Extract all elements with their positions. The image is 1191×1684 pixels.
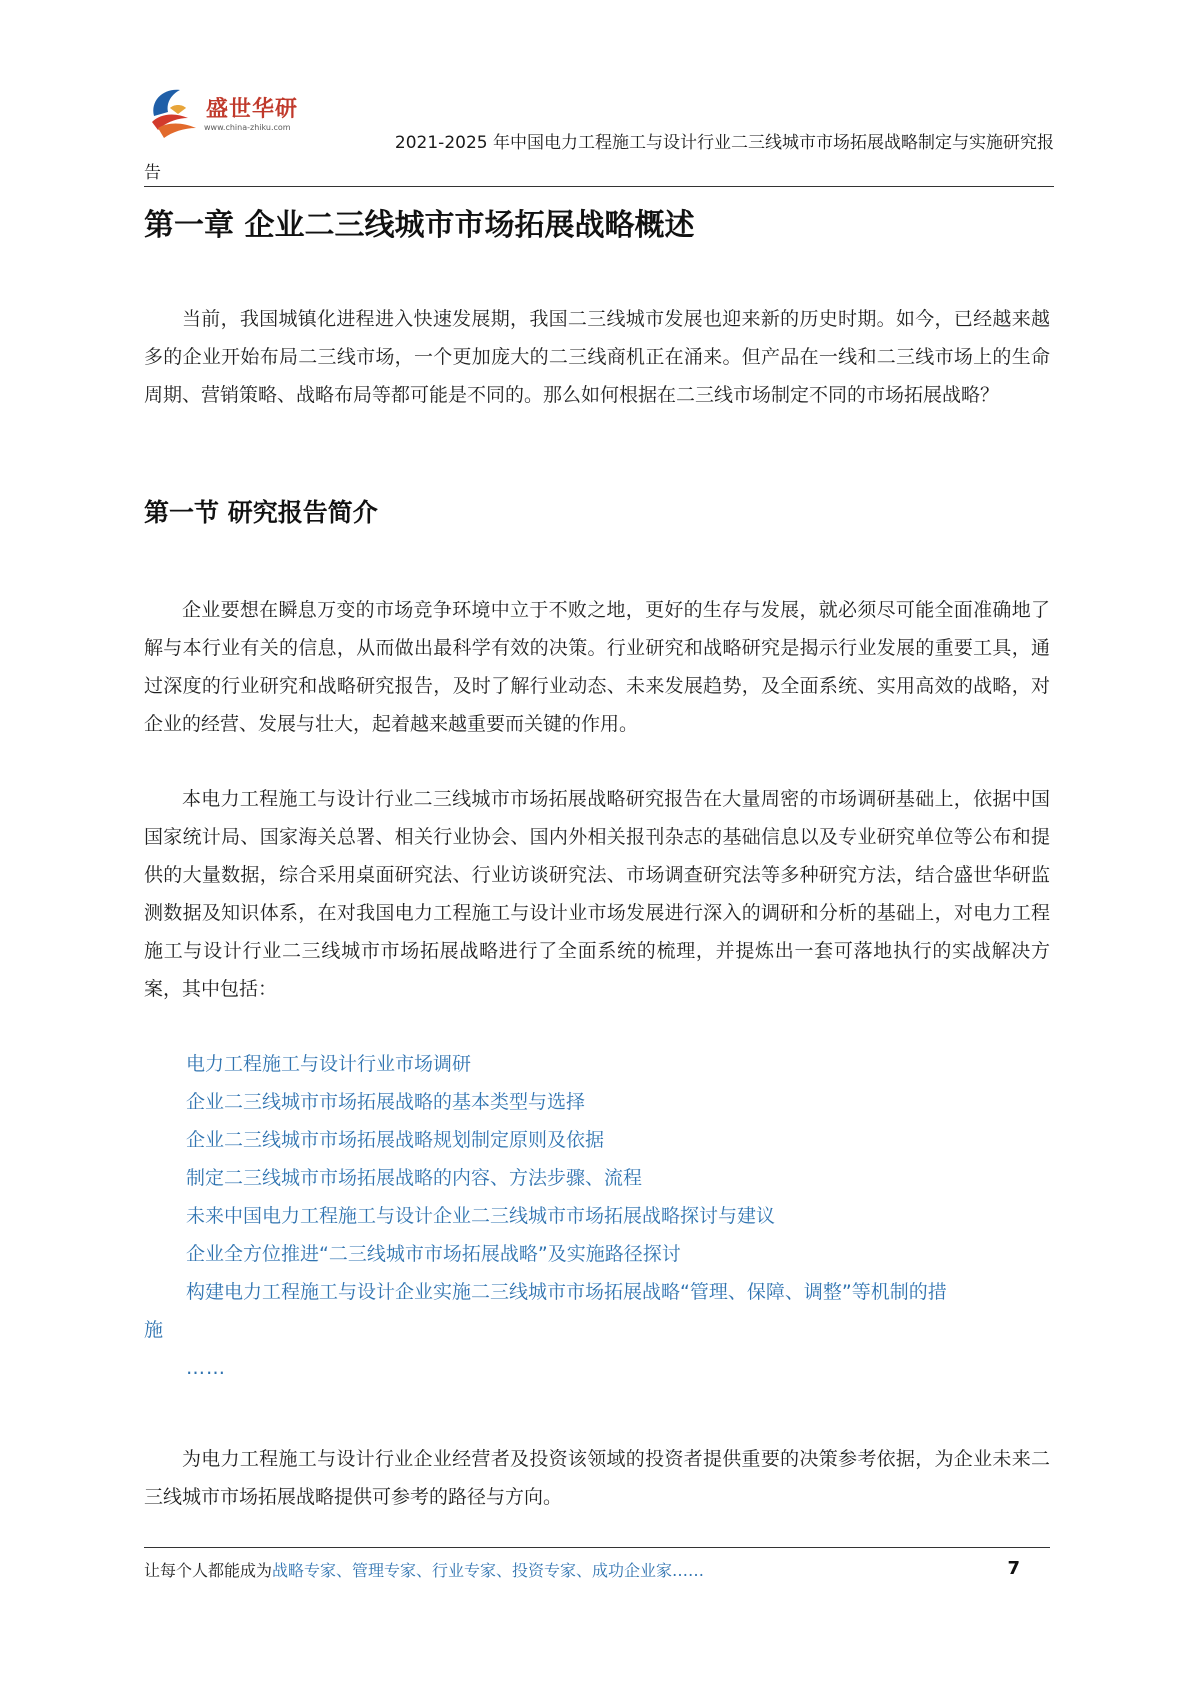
section-paragraph-1: 企业要想在瞬息万变的市场竞争环境中立于不败之地，更好的生存与发展，就必须尽可能全面准确地了解与本行业有关的信息，从而做出最科学有效的决策。行业研究和战略研究是揭示行业发展的重要工具，通过深度的行业研究和战略研究报告，及时了解行业动态、未来发展趋势，及全面系统、实用高效的战略，对企业的经营、发展与壮大，起着越来越重要而关键的作用。 <box>144 599 1050 735</box>
footer-divider <box>144 1547 1050 1548</box>
footer-slogan-roles: 战略专家、管理专家、行业专家、投资专家、成功企业家…… <box>272 1561 705 1580</box>
closing-paragraph: 为电力工程施工与设计行业企业经营者及投资该领域的投资者提供重要的决策参考依据，为企业未来二三线城市市场拓展战略提供可参考的路径与方向。 <box>144 1448 1050 1508</box>
chapter-intro-paragraph: 当前，我国城镇化进程进入快速发展期，我国二三线城市发展也迎来新的历史时期。如今，已经越来越多的企业开始布局二三线市场，一个更加庞大的二三线商机正在涌来。但产品在一线和二三线市场上的生命周期、营销策略、战略布局等都可能是不同的。那么如何根据在二三线市场制定不同的市场拓展战略？ <box>144 308 1050 406</box>
page-footer <box>144 1558 1050 1588</box>
contents-link[interactable]: 企业二三线城市市场拓展战略的基本类型与选择 <box>186 1091 586 1113</box>
page-header <box>144 78 1054 190</box>
contents-link[interactable]: 未来中国电力工程施工与设计企业二三线城市市场拓展战略探讨与建议 <box>186 1205 776 1227</box>
logo-text: 盛世华研 <box>206 97 299 122</box>
contents-list <box>144 1045 1050 1387</box>
report-title: 2021-2025 年中国电力工程施工与设计行业二三线城市市场拓展战略制定与实施研究报 <box>394 133 1054 153</box>
contents-link-continuation[interactable]: 施 <box>144 1319 164 1341</box>
logo-mark-icon <box>144 78 208 142</box>
report-title-wrap: 告 <box>144 163 161 183</box>
section-paragraph-2: 本电力工程施工与设计行业二三线城市市场拓展战略研究报告在大量周密的市场调研基础上，依据中国国家统计局、国家海关总署、相关行业协会、国内外相关报刊杂志的基础信息以及专业研究单位等公布和提供的大量数据，综合采用桌面研究法、行业访谈研究法、市场调查研究法等多种研究方法，结合盛世华研监测数据及知识体系，在对我国电力工程施工与设计业市场发展进行深入的调研和分析的基础上，对电力工程施工与设计行业二三线城市市场拓展战略进行了全面系统的梳理，并提炼出一套可落地执行的实战解决方案，其中包括： <box>144 788 1050 1000</box>
contents-link[interactable]: 企业二三线城市市场拓展战略规划制定原则及依据 <box>186 1129 605 1151</box>
header-divider <box>144 186 1054 187</box>
contents-link[interactable]: 制定二三线城市市场拓展战略的内容、方法步骤、流程 <box>186 1167 643 1189</box>
chapter-title: 第一章 企业二三线城市市场拓展战略概述 <box>144 208 695 243</box>
section-title: 第一节 研究报告简介 <box>144 498 378 527</box>
company-logo <box>144 78 314 148</box>
logo-url: www.china-zhiku.com <box>204 123 291 132</box>
page-number: 7 <box>1007 1558 1020 1579</box>
contents-ellipsis: …… <box>186 1357 226 1379</box>
contents-link[interactable]: 企业全方位推进“二三线城市市场拓展战略”及实施路径探讨 <box>186 1243 681 1265</box>
footer-slogan-prefix: 让每个人都能成为 <box>144 1561 273 1580</box>
contents-link[interactable]: 构建电力工程施工与设计企业实施二三线城市市场拓展战略“管理、保障、调整”等机制的措 <box>186 1281 947 1303</box>
contents-link[interactable]: 电力工程施工与设计行业市场调研 <box>186 1053 472 1075</box>
